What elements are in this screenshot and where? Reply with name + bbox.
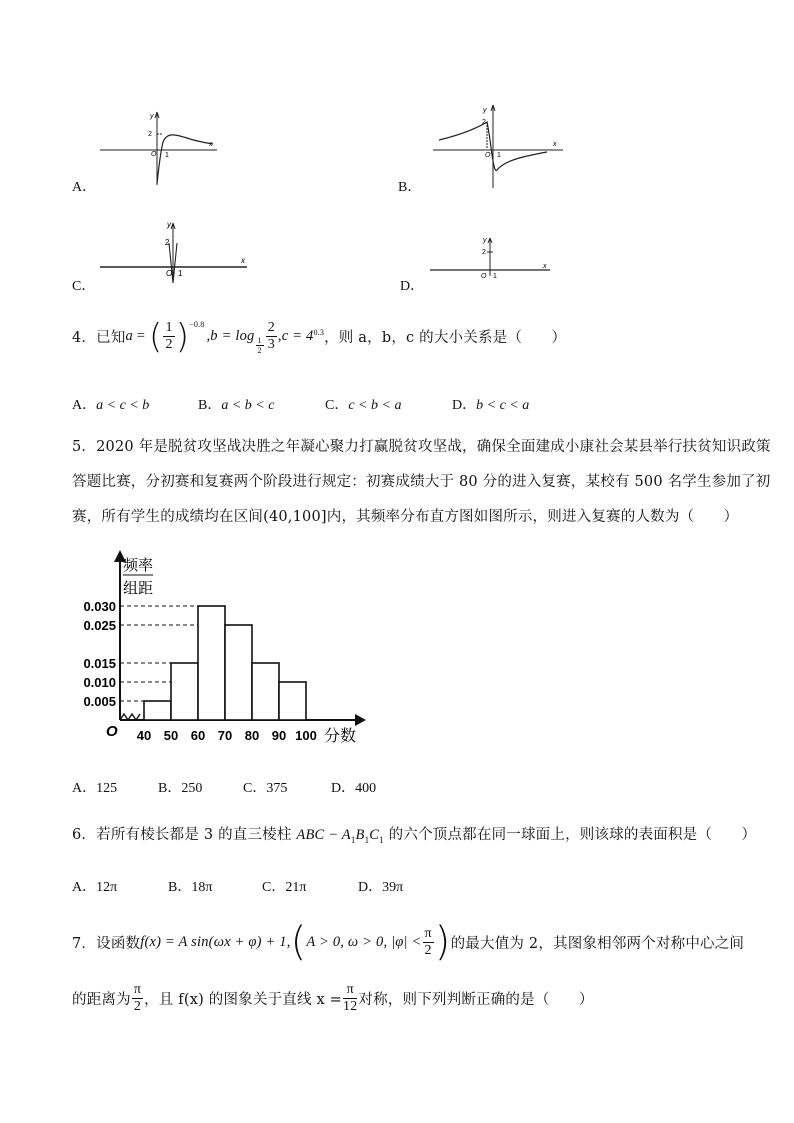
option-text: c < b < a [348,398,402,413]
question-6: 6．若所有棱长都是 3 的直三棱柱 ABC − $A_1B_1C_1$ 的六个顶点都在同一球面上，则该球的表面积是（ ） [72,827,757,845]
q4-c-exponent: 0.3 [313,328,325,337]
option-text: b < c < a [476,398,530,413]
svg-text:x: x [543,263,547,270]
histogram-bar [198,606,225,720]
option-b [198,394,274,414]
fraction-pi-over-2-b: $\frac{\pi}{2}$ [133,982,142,1014]
histogram-bar [225,625,252,720]
y-tick-label: 0.010 [83,675,116,690]
q6-prefix: 6．若所有棱长都是 3 的直三棱柱 [72,827,297,843]
svg-text:1: 1 [497,152,501,159]
fraction-pi-over-12: $\frac{\pi}{12}$ [343,982,358,1014]
option-label: B． [158,781,182,796]
svg-text:O: O [481,273,487,280]
svg-text:y: y [150,113,154,120]
x-tick-label: 70 [217,728,233,743]
q5-line-3: 赛，所有学生的成绩均在区间(40,100]内，其频率分布直方图如图所示，则进入复赛的人数为（ ） [72,509,739,525]
graph-option-a [95,100,225,190]
q4-a-exponent: −0.8 [189,320,205,329]
q4-a-var: a [125,328,133,344]
fraction-pi-over-2: $\frac{\pi}{2}$ [424,925,432,958]
x-axis-label: 分数 [323,728,357,745]
option-label: A． [72,398,97,413]
question-7-line-2 [72,982,594,1015]
option-text: 21π [285,880,307,895]
svg-text:O: O [485,152,491,159]
option-text: 400 [355,781,377,796]
option-label: D． [331,781,356,796]
q5-line-1: 5．2020 年是脱贫攻坚战决胜之年凝心聚力打赢脱贫攻坚战，确保全面建成小康社会某县举行扶贫知识政策 [72,439,771,455]
fraction-two-thirds: $\frac{2}{3}$ [267,320,275,352]
y-tick-label: 0.005 [83,694,116,709]
histogram-bar [171,663,198,720]
x-tick-label: 90 [271,728,287,743]
option-c [262,876,306,896]
option-text: a < b < c [221,398,275,413]
question-7: 7．设函数 f(x) = A sin(ωx + φ) + 1, ( A > 0, ω > 0, |φ| < $\frac{\pi}{2}$ ) 的最大值为 2，其图象相邻两个对称中心之间 [72,919,745,965]
option-a-label: A． [72,180,97,195]
svg-text:x: x [553,141,557,148]
graph-option-d [425,228,555,283]
q7-line2-mid: ，且 f(x) 的图象关于直线 x = [144,992,343,1008]
question-4: 4．已知 a = ( $\frac{1}{2}$ ) $^{-0.8}$ ,b = log $\frac{1}{2}$ $\frac{2}{3}$ ,c = 4 $^{0.3}$ ，则 a，b，c 的大小关系是（ ） [72,316,567,357]
option-label: A． [72,880,97,895]
svg-text:O: O [151,151,157,158]
q5-line-2: 答题比赛，分初赛和复赛两个阶段进行规定：初赛成绩大于 80 分的进入复赛，某校有 500 名学生参加了初 [72,474,771,490]
svg-text:y: y [483,107,487,114]
option-text: 125 [96,781,118,796]
x-tick-label: 50 [163,728,179,743]
x-tick-label: 80 [244,728,260,743]
svg-text:2: 2 [482,119,486,126]
tick-two: 2 [148,131,152,138]
option-text: 39π [382,880,404,895]
q7-prefix: 7．设函数 [72,935,141,952]
svg-text:y: y [483,237,487,244]
svg-text:2: 2 [482,249,486,256]
option-label: D． [358,880,383,895]
option-d [452,394,529,414]
q4-prefix: 4．已知 [72,330,126,346]
option-text: 18π [191,880,213,895]
option-label: C． [243,781,267,796]
fraction-one-half: $\frac{1}{2}$ [165,320,173,352]
q7-condition: A > 0, ω > 0, |φ| < [306,933,422,950]
q4-eq: = [132,328,150,344]
option-d [331,777,376,797]
option-label: A． [72,781,97,796]
option-b [158,777,202,797]
option-label: C． [325,398,349,413]
x-tick-label: 40 [136,728,152,743]
origin-label: O [106,723,118,740]
graph-option-c [95,215,255,290]
svg-text:x: x [241,256,245,265]
option-text: a < c < b [96,398,150,413]
y-tick-label: 0.025 [83,618,116,633]
option-a [72,777,117,797]
option-b [168,876,212,896]
option-text: 12π [96,880,118,895]
option-c [243,777,287,797]
svg-text:x: x [209,141,213,148]
x-tick-label: 100 [295,728,317,743]
svg-text:y: y [167,220,171,229]
option-d-label: D． [400,279,425,294]
q6-prism: ABC − A [296,827,351,843]
option-text: 375 [266,781,288,796]
q7-line2-prefix: 的距离为 [72,992,131,1008]
y-label-bottom: 组距 [123,580,154,597]
q4-suffix: ，则 a，b，c 的大小关系是（ ） [324,330,567,346]
option-a [72,394,149,414]
option-label: D． [452,398,477,413]
q7-line2-suffix: 对称，则下列判断正确的是（ ） [358,992,594,1008]
option-label: C． [262,880,286,895]
q4-c-part: ,c = 4 [277,328,314,344]
y-tick-label: 0.015 [83,656,116,671]
svg-text:1: 1 [165,152,169,159]
histogram-bar [252,663,279,720]
option-a [72,876,117,896]
svg-text:1: 1 [178,269,183,278]
q7-function: f(x) = A sin(ωx + φ) + 1, [140,933,291,950]
histogram-bar [144,701,171,720]
svg-text:2: 2 [165,238,170,247]
option-d [358,876,403,896]
svg-text:1: 1 [493,273,497,280]
q4-b-part: ,b = log [206,328,255,344]
q7-suffix-1: 的最大值为 2，其图象相邻两个对称中心之间 [450,935,745,952]
y-label-top: 频率 [123,557,154,574]
option-c-label: C． [72,279,96,294]
y-tick-label: 0.030 [83,599,116,614]
option-text: 250 [181,781,203,796]
option-label: B． [198,398,222,413]
x-tick-label: 60 [190,728,206,743]
option-c [325,394,401,414]
x-axis-arrow [355,714,366,726]
q6-suffix: 的六个顶点都在同一球面上，则该球的表面积是（ ） [383,827,757,843]
histogram-bar [279,682,306,720]
frequency-histogram [70,548,380,748]
log-base: $\frac{1}{2}$ [257,336,262,355]
graph-option-b [425,100,570,190]
option-b-label: B． [398,180,422,195]
svg-text:O: O [166,269,173,278]
option-label: B． [168,880,192,895]
